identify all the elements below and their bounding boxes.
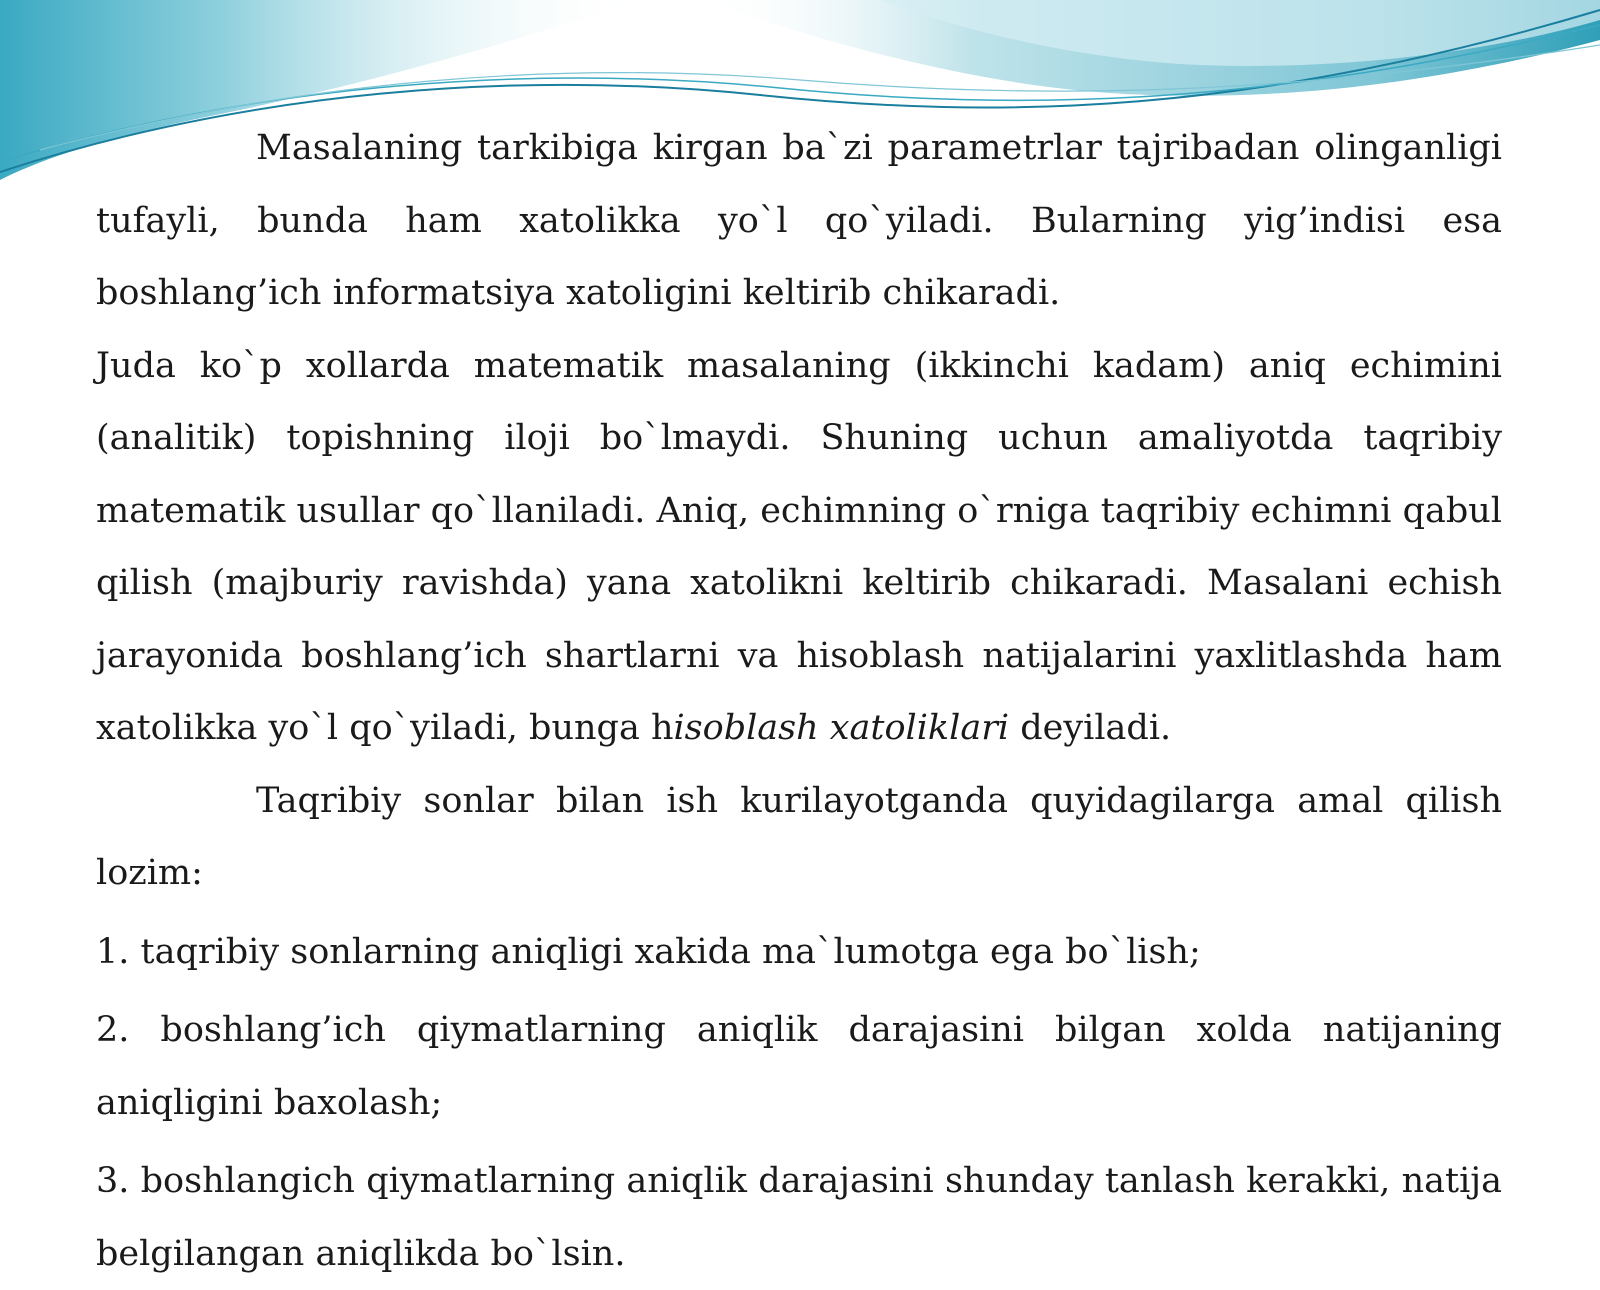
- paragraph-2-italic-term: isoblash xatoliklari: [673, 708, 1010, 748]
- list-item-3: 3. boshlangich qiymatlarning aniqlik darajasini shunday tanlash kerakki, natija belgilangan aniqlikda bo`lsin.: [96, 1161, 1502, 1274]
- paragraph-2-text-end: deyiladi.: [1009, 708, 1172, 748]
- paragraph-2: [96, 330, 1502, 765]
- paragraph-2-text: Juda ko`p xollarda matematik masalaning (ikkinchi kadam) aniq echimini (analitik) topishning iloji bo`lmaydi. Shuning uchun amaliyotda taqribiy matematik usullar qo`llaniladi. Aniq, echimning o`rniga taqribiy echimni qabul qilish (majburiy ravishda) yana xatolikni keltirib chikaradi. Masalani echish jarayonida boshlang’ich shartlarni va hisoblash natijalarini yaxlitlashda ham xatolikka yo`l qo`yiladi, bunga h: [96, 345, 1502, 748]
- paragraph-3: Taqribiy sonlar bilan ish kurilayotganda quyidagilarga amal qilish lozim:: [96, 780, 1502, 893]
- slide-body-text: [96, 112, 1502, 1290]
- list-item-2: 2. boshlang’ich qiymatlarning aniqlik darajasini bilgan xolda natijaning aniqligini baxolash;: [96, 1010, 1502, 1123]
- paragraph-1: Masalaning tarkibiga kirgan ba`zi parametrlar tajribadan olinganligi tufayli, bunda ham xatolikka yo`l qo`yiladi. Bularning yig’indisi esa boshlang’ich informatsiya xatoligini keltirib chikaradi.: [96, 128, 1502, 313]
- list-item-1: 1. taqribiy sonlarning aniqligi xakida ma`lumotga ega bo`lish;: [96, 931, 1201, 972]
